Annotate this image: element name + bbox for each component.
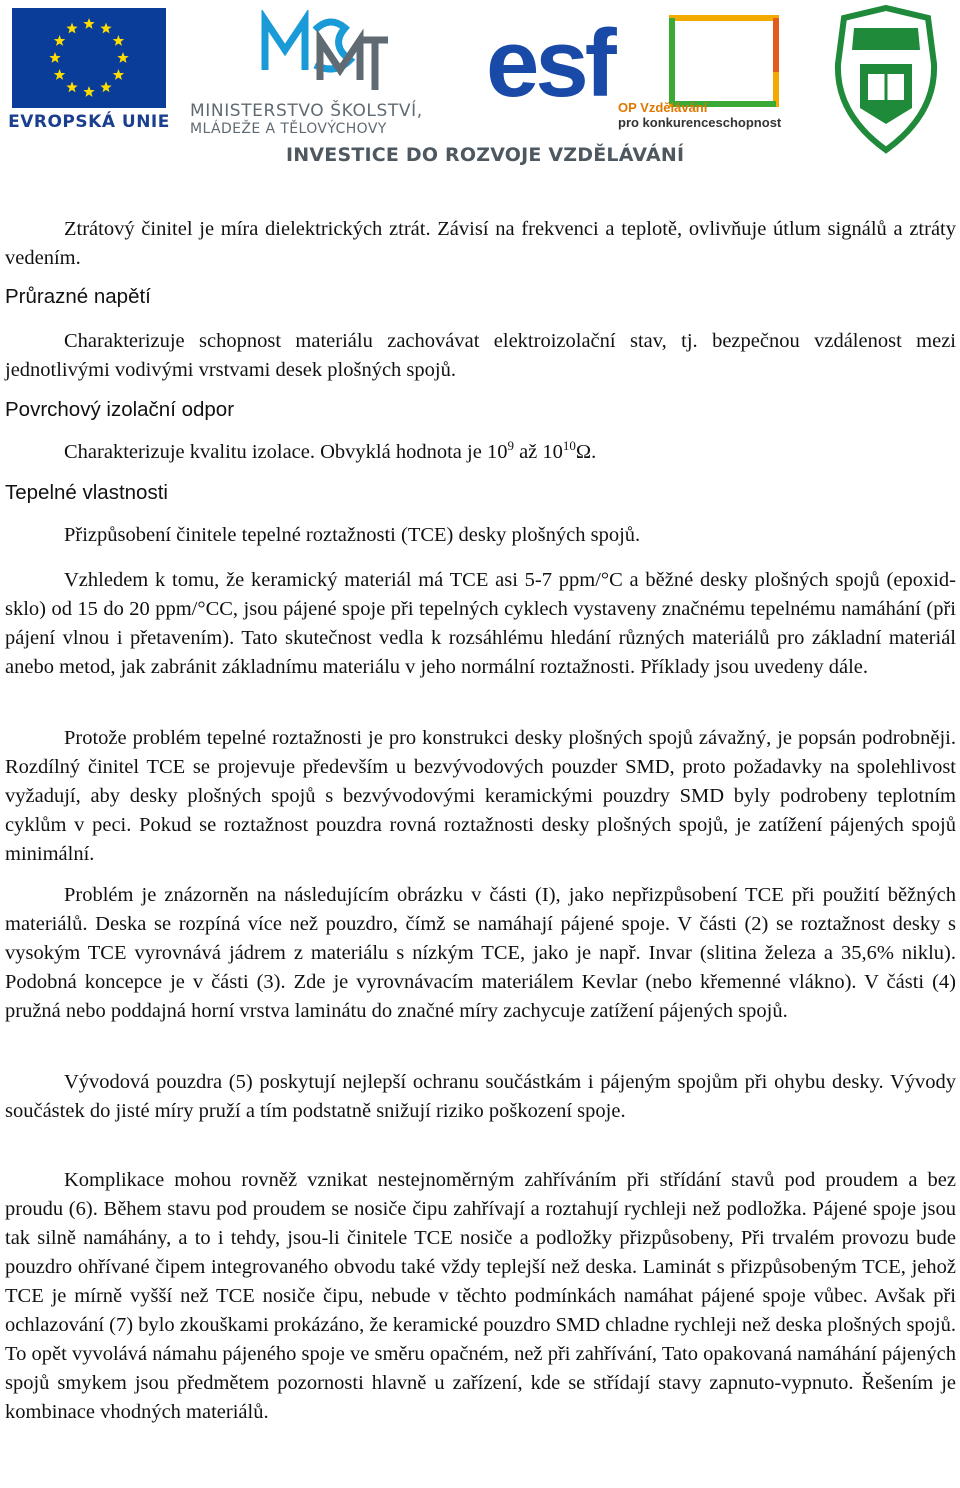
- insulation-text-b: až 10: [513, 441, 563, 463]
- paragraph-text: Protože problém tepelné roztažnosti je pro konstrukci desky plošných spojů závažný, je popsán podrobněji. Rozdílný činitel TCE se projevuje především u bezvývodových pouzder SMD, proto požadavky na spolehlivost vyžadují, aby desky plošných spojů s bezvývodovými keramickými pouzdry SMD byly podrobeny teplotním cyklům v peci. Pokud se roztažnost pouzdra rovná roztažnosti desky plošných spojů, je zatížení pájených spojů minimální.: [5, 727, 956, 865]
- heading-surface-resistance: Povrchový izolační odpor: [5, 398, 235, 421]
- page-header: [0, 0, 960, 180]
- eu-logo: [6, 8, 172, 136]
- banner-text: INVESTICE DO ROZVOJE VZDĚLÁVÁNÍ: [286, 144, 685, 166]
- paragraph-text: Vývodová pouzdra (5) poskytují nejlepší ochranu součástkám i pájeným spojům při ohybu desky. Vývody součástek do jisté míry pruží a tím podstatně snižují riziko poškození spoje.: [5, 1071, 956, 1122]
- paragraph-text: Vzhledem k tomu, že keramický materiál má TCE asi 5-7 ppm/°C a běžné desky plošných spojů (epoxid-sklo) od 15 do 20 ppm/°CC, jsou pájené spoje při tepelných cyklech vystaveny značnému tepelnému namáhání (při pájení vlnou i přetavením). Tato skutečnost vedla k rozsáhlému hledání různých materiálů pro základní materiál anebo metod, jak zabránit základnímu materiálu v jeho normální roztažnosti. Příklady jsou uvedeny dále.: [5, 569, 956, 678]
- paragraph-ceramic: [5, 566, 956, 682]
- insulation-text-c: Ω.: [575, 441, 597, 463]
- vsb-seal-icon: [816, 4, 956, 154]
- paragraph-tce-match: Přizpůsobení činitele tepelné roztažnosti (TCE) desky plošných spojů.: [64, 524, 641, 546]
- esf-mark: esf: [486, 10, 613, 117]
- esf-logo: [486, 6, 806, 146]
- insulation-text-a: Charakterizuje kvalitu izolace. Obvyklá hodnota je 10: [64, 441, 508, 463]
- exponent-1: 9: [507, 438, 514, 454]
- msmt-line-2: MLÁDEŽE A TĚLOVÝCHOVY: [190, 121, 387, 137]
- paragraph-insulation: [64, 438, 597, 464]
- op-line-1: OP Vzdělávání: [618, 100, 708, 115]
- paragraph-leaded: [5, 1068, 956, 1126]
- heading-breakdown-voltage: Průrazné napětí: [5, 285, 151, 308]
- paragraph-text: Charakterizuje schopnost materiálu zachovávat elektroizolační stav, tj. bezpečnou vzdálenost mezi jednotlivými vodivými vrstvami desek plošných spojů.: [5, 330, 956, 381]
- msmt-logo: [190, 10, 480, 140]
- paragraph-problem: [5, 724, 956, 869]
- eu-flag-icon: [12, 8, 166, 108]
- op-line-2: pro konkurenceschopnost: [618, 115, 782, 130]
- paragraph-text: Ztrátový činitel je míra dielektrických ztrát. Závisí na frekvenci a teplotě, ovlivňuje útlum signálů a ztráty vedením.: [5, 218, 956, 269]
- paragraph-figure: [5, 881, 956, 1026]
- paragraph-complications: [5, 1166, 956, 1427]
- msmt-line-1: MINISTERSTVO ŠKOLSTVÍ,: [190, 101, 423, 121]
- paragraph-text: Komplikace mohou rovněž vznikat nestejnoměrným zahříváním při střídání stavů pod proudem a bez proudu (6). Během stavu pod proudem se nosiče čipu zahřívají a roztahují rychleji než podložka. Pájené spoje jsou tak silně namáhány, a to i tehdy, jsou-li činitele TCE nosiče a podložky přizpůsobeny, Při trvalém provozu bude pouzdro ohřívané čipem integrovaného obvodu také vždy teplejší než deska. Laminát s přizpůsobeným TCE, jehož TCE je mírně vyšší než TCE nosiče čipu, nebude v těchto podmínkách namáhat pájené spoje vůbec. Avšak při ochlazování (7) bylo zkouškami prokázáno, že keramické pouzdro SMD chladne rychleji než deska plošných spojů. To opět vyvolává námahu pájeného spoje ve směru opačném, než při zahřívání, Tato opakovaná namáhání pájených spojů smykem jsou předmětem pozornosti hlavně u zařízení, kde se střídají stavy zapnuto-vypnuto. Řešením je kombinace vhodných materiálů.: [5, 1169, 956, 1423]
- paragraph-loss-factor: [5, 215, 956, 273]
- paragraph-text: Problém je znázorněn na následujícím obrázku v části (I), jako nepřizpůsobení TCE při použití běžných materiálů. Deska se rozpíná více než pouzdro, čímž se namáhají pájené spoje. V části (2) se roztažnost desky s vysokým TCE vyrovnává jádrem z materiálu s nízkým TCE, jako je např. Invar (slitina železa a 35,6% niklu). Podobná koncepce je v části (3). Zde je vyrovnávacím materiálem Kevlar (nebo křemenné vlákno). V části (4) pružná nebo poddajná horní vrstva laminátu do značné míry zachycuje zatížení pájených spojů.: [5, 884, 956, 1022]
- heading-thermal-properties: Tepelné vlastnosti: [5, 481, 168, 504]
- vsb-seal: [816, 4, 956, 154]
- msmt-mark-icon: [260, 10, 390, 96]
- eu-label: EVROPSKÁ UNIE: [8, 112, 170, 132]
- paragraph-breakdown: [5, 327, 956, 385]
- exponent-2: 10: [562, 438, 576, 454]
